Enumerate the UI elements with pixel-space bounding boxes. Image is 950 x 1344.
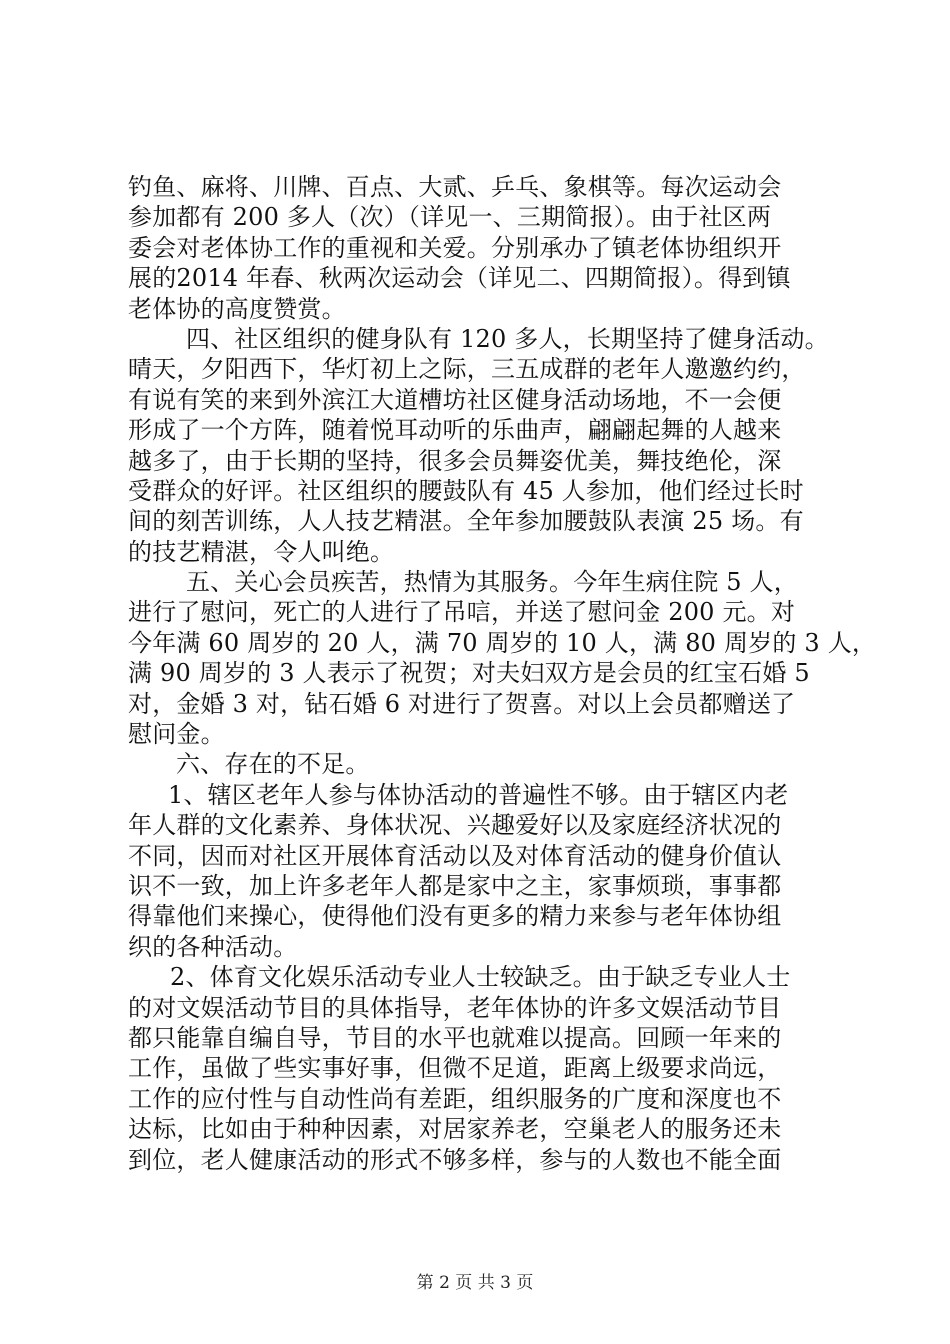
text-line: 不同，因而对社区开展体育活动以及对体育活动的健身价值认	[128, 841, 782, 870]
text-line: 都只能靠自编自导，节目的水平也就难以提高。回顾一年来的	[128, 1023, 782, 1052]
text-line: 得靠他们来操心，使得他们没有更多的精力来参与老年体协组	[128, 902, 782, 931]
text-line: 越多了，由于长期的坚持，很多会员舞姿优美，舞技绝伦，深	[128, 446, 782, 475]
item-one-start: 1、辖区老年人参与体协活动的普遍性不够。由于辖区内老	[168, 780, 789, 809]
text-line: 的技艺精湛，令人叫绝。	[128, 537, 395, 566]
text-line: 满 90 周岁的 3 人表示了祝贺；对夫妇双方是会员的红宝石婚 5	[128, 659, 810, 688]
text-line: 晴天，夕阳西下，华灯初上之际，三五成群的老年人邀邀约约，	[128, 355, 806, 384]
text-line: 老体协的高度赞赏。	[128, 294, 346, 323]
item-two-start: 2、体育文化娱乐活动专业人士较缺乏。由于缺乏专业人士	[170, 963, 791, 992]
text-line: 委会对老体协工作的重视和关爱。分别承办了镇老体协组织开	[128, 233, 782, 262]
paragraph-four-start: 四、社区组织的健身队有 120 多人，长期坚持了健身活动。	[186, 324, 829, 353]
text-line: 形成了一个方阵，随着悦耳动听的乐曲声，翩翩起舞的人越来	[128, 416, 782, 445]
text-line: 间的刻苦训练，人人技艺精湛。全年参加腰鼓队表演 25 场。有	[128, 507, 804, 536]
text-line: 对，金婚 3 对，钻石婚 6 对进行了贺喜。对以上会员都赠送了	[128, 689, 796, 718]
text-line: 展的2014 年春、秋两次运动会（详见二、四期简报）。得到镇	[128, 264, 791, 293]
text-line: 的对文娱活动节目的具体指导，老年体协的许多文娱活动节目	[128, 993, 782, 1022]
text-line: 达标，比如由于种种因素，对居家养老，空巢老人的服务还未	[128, 1115, 782, 1144]
text-line: 今年满 60 周岁的 20 人，满 70 周岁的 10 人，满 80 周岁的 3 人，	[128, 628, 877, 657]
section-six-heading: 六、存在的不足。	[176, 750, 370, 779]
text-line: 工作，虽做了些实事好事，但微不足道，距离上级要求尚远，	[128, 1054, 782, 1083]
text-line: 织的各种活动。	[128, 932, 298, 961]
page-number-footer: 第 2 页 共 3 页	[416, 1273, 534, 1293]
text-line: 受群众的好评。社区组织的腰鼓队有 45 人参加，他们经过长时	[128, 476, 804, 505]
text-line: 年人群的文化素养、身体状况、兴趣爱好以及家庭经济状况的	[128, 811, 782, 840]
text-line: 到位，老人健康活动的形式不够多样，参与的人数也不能全面	[128, 1145, 782, 1174]
text-line: 慰问金。	[128, 720, 225, 749]
text-line: 钓鱼、麻将、川牌、百点、大贰、乒乓、象棋等。每次运动会	[128, 173, 782, 201]
text-line: 工作的应付性与自动性尚有差距，组织服务的广度和深度也不	[128, 1084, 782, 1113]
text-line: 识不一致，加上许多老年人都是家中之主，家事烦琐，事事都	[128, 871, 782, 900]
body-text	[128, 172, 877, 1175]
paragraph-five-start: 五、关心会员疾苦，热情为其服务。今年生病住院 5 人，	[186, 568, 798, 597]
text-line: 有说有笑的来到外滨江大道槽坊社区健身活动场地，不一会便	[128, 385, 782, 414]
text-line: 进行了慰问，死亡的人进行了吊唁，并送了慰问金 200 元。对	[128, 598, 796, 627]
text-line: 参加都有 200 多人（次）（详见一、三期简报）。由于社区两	[128, 203, 772, 232]
